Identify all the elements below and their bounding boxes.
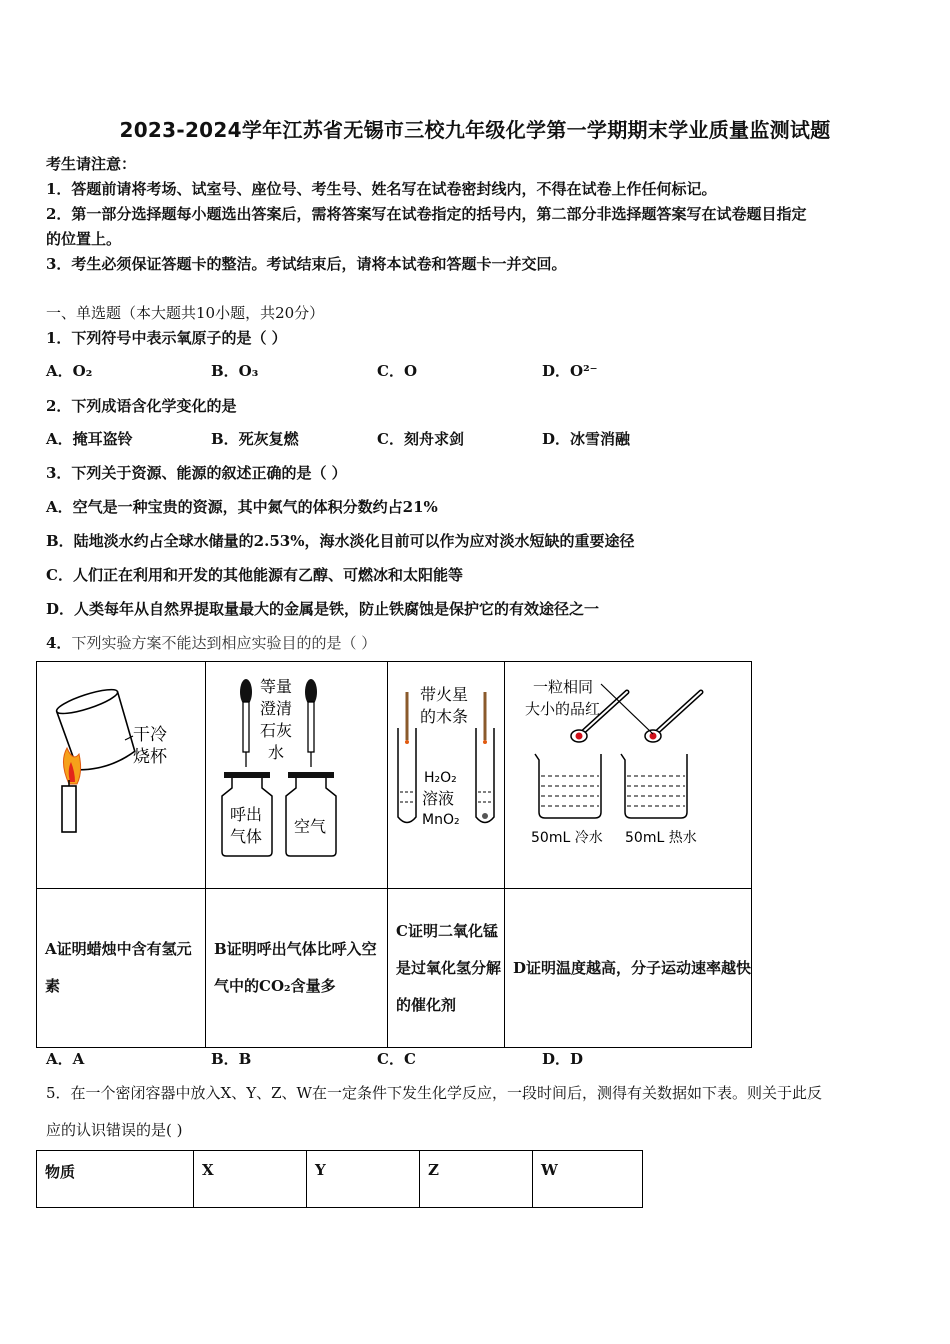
q4-option-c: C．C	[377, 1050, 416, 1068]
candle-icon	[62, 786, 76, 832]
figure-c-label-5: MnO₂	[422, 812, 460, 828]
q3-option-d: D．人类每年从自然界提取量最大的金属是铁，防止铁腐蚀是保护它的有效途径之一	[46, 600, 600, 618]
figure-b-label-2: 澄清	[260, 699, 293, 718]
table-header-cell: X	[194, 1151, 307, 1208]
figure-b-label-1: 等量	[260, 677, 293, 696]
figure-c-label-4: 溶液	[422, 789, 455, 808]
q4-option-d: D．D	[542, 1050, 584, 1068]
figure-c-tubes	[388, 662, 504, 884]
q4-stem: 4．下列实验方案不能达到相应实验目的的是（ ）	[46, 634, 377, 652]
q5-data-table	[36, 1150, 643, 1208]
figure-d-label-1: 一粒相同	[533, 678, 594, 696]
q3-option-b: B．陆地淡水约占全球水储量的2.53%，海水淡化目前可以作为应对淡水短缺的重要途径	[46, 532, 635, 550]
q5-stem-line-1: 5．在一个密闭容器中放入X、Y、Z、W在一定条件下发生化学反应，一段时间后，测得有关数据如下表。则关于此反	[46, 1084, 822, 1102]
ember-icon	[405, 740, 409, 744]
notice-heading: 考生请注意：	[46, 155, 137, 173]
figure-b-bottles	[206, 662, 387, 884]
cell-d-text: D证明温度越高，分子运动速率越快	[505, 889, 752, 1048]
bottle-cap-icon	[224, 772, 270, 778]
dropper-icon	[305, 679, 317, 767]
figure-a-label-2: 烧杯	[133, 747, 167, 767]
table-header-cell: 物质	[37, 1151, 194, 1208]
figure-d-hot-label: 50mL 热水	[625, 830, 697, 846]
q1-option-b: B．O₃	[211, 362, 259, 380]
q1-option-d: D．O²⁻	[542, 362, 598, 380]
table-header-cell: Y	[307, 1151, 420, 1208]
q2-option-a: A．掩耳盗铃	[46, 430, 133, 448]
page-title: 2023-2024学年江苏省无锡市三校九年级化学第一学期期末学业质量监测试题	[119, 118, 831, 142]
figure-c-label-2: 的木条	[420, 707, 469, 726]
notice-item-2-cont: 的位置上。	[46, 230, 122, 248]
bottle-1-label-2: 气体	[230, 827, 263, 846]
figure-d-cell	[505, 662, 752, 889]
q2-stem: 2．下列成语含化学变化的是	[46, 397, 237, 415]
table-row	[37, 1151, 643, 1208]
figure-d-label-2: 大小的品红	[525, 700, 601, 718]
q4-option-b: B．B	[211, 1050, 252, 1068]
bottle-1-label-1: 呼出	[230, 805, 263, 824]
figure-b-label-3: 石灰	[260, 721, 293, 740]
experiment-table	[36, 661, 752, 1048]
cell-b-text: B证明呼出气体比呼入空气中的CO₂含量多	[206, 889, 388, 1048]
section-heading: 一、单选题（本大题共10小题，共20分）	[46, 304, 325, 322]
q3-stem: 3．下列关于资源、能源的叙述正确的是（ ）	[46, 464, 347, 482]
q5-stem-line-2: 应的认识错误的是( )	[46, 1121, 183, 1139]
q2-option-c: C．刻舟求剑	[377, 430, 464, 448]
figure-b-label-4: 水	[268, 743, 285, 762]
figure-a-cell	[37, 662, 206, 889]
powder-icon	[482, 813, 488, 819]
figure-a-candle	[37, 662, 205, 884]
table-header-cell: W	[533, 1151, 643, 1208]
figure-b-cell	[206, 662, 388, 889]
cell-a-text: A证明蜡烛中含有氢元素	[37, 889, 206, 1048]
notice-item-1: 1．答题前请将考场、试室号、座位号、考生号、姓名写在试卷密封线内，不得在试卷上作任何标记。	[46, 180, 717, 198]
figure-c-label-1: 带火星	[420, 685, 469, 704]
q4-option-a: A．A	[46, 1050, 85, 1068]
q2-option-d: D．冰雪消融	[542, 430, 631, 448]
q3-option-c: C．人们正在利用和开发的其他能源有乙醇、可燃冰和太阳能等	[46, 566, 463, 584]
q1-option-c: C．O	[377, 362, 418, 380]
figure-c-cell	[388, 662, 505, 889]
cell-c-text: C证明二氧化锰是过氧化氢分解的催化剂	[388, 889, 505, 1048]
q2-option-b: B．死灰复燃	[211, 430, 299, 448]
bottle-2-label: 空气	[294, 817, 327, 836]
figure-c-label-3: H₂O₂	[424, 770, 457, 786]
spoon-highlight	[657, 692, 701, 732]
dropper-icon	[240, 679, 252, 767]
q1-option-a: A．O₂	[46, 362, 93, 380]
bottle-cap-icon	[288, 772, 334, 778]
q1-stem: 1．下列符号中表示氧原子的是（ ）	[46, 329, 287, 347]
figure-d-cold-label: 50mL 冷水	[531, 830, 603, 846]
dye-particle-icon	[576, 733, 583, 740]
notice-item-2: 2．第一部分选择题每小题选出答案后，需将答案写在试卷指定的括号内，第二部分非选择题答案写在试卷题目指定	[46, 205, 807, 223]
figure-d-beakers	[505, 662, 751, 884]
figure-a-label-1: 干冷	[133, 725, 167, 745]
table-header-cell: Z	[420, 1151, 533, 1208]
notice-item-3: 3．考生必须保证答题卡的整洁。考试结束后，请将本试卷和答题卡一并交回。	[46, 255, 567, 273]
q3-option-a: A．空气是一种宝贵的资源，其中氮气的体积分数约占21%	[46, 498, 438, 516]
ember-icon	[483, 740, 487, 744]
